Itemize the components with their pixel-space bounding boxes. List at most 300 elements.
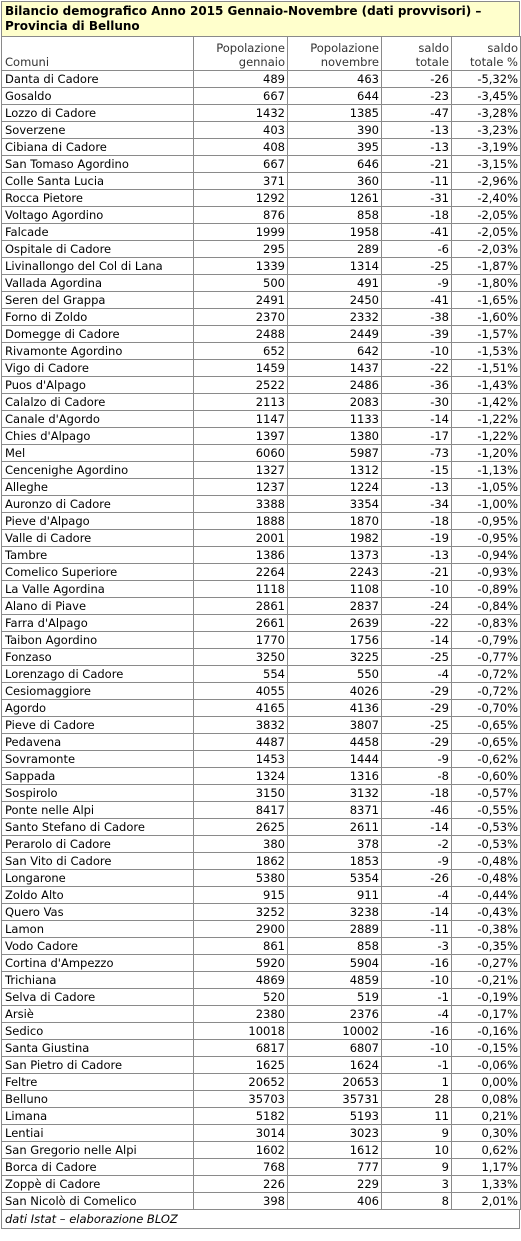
pop-novembre-cell: 3354 — [288, 496, 382, 513]
saldo-percent-cell: -5,32% — [452, 71, 521, 88]
saldo-percent-cell: -0,79% — [452, 632, 521, 649]
comune-cell: Quero Vas — [2, 904, 194, 921]
pop-novembre-cell: 1444 — [288, 751, 382, 768]
comune-cell: Pieve di Cadore — [2, 717, 194, 734]
pop-gennaio-cell: 1625 — [194, 1057, 288, 1074]
pop-gennaio-cell: 408 — [194, 139, 288, 156]
saldo-cell: 10 — [382, 1142, 452, 1159]
comune-cell: Lorenzago di Cadore — [2, 666, 194, 683]
pop-novembre-cell: 858 — [288, 938, 382, 955]
table-row — [2, 547, 521, 564]
saldo-cell: -19 — [382, 530, 452, 547]
comune-cell: Colle Santa Lucia — [2, 173, 194, 190]
saldo-cell: -14 — [382, 819, 452, 836]
pop-novembre-cell: 2332 — [288, 309, 382, 326]
pop-gennaio-cell: 1999 — [194, 224, 288, 241]
saldo-percent-cell: -0,60% — [452, 768, 521, 785]
pop-gennaio-cell: 2488 — [194, 326, 288, 343]
pop-novembre-cell: 550 — [288, 666, 382, 683]
header-pop-gennaio: Popolazione gennaio — [194, 37, 288, 71]
comune-cell: La Valle Agordina — [2, 581, 194, 598]
saldo-cell: -73 — [382, 445, 452, 462]
comune-cell: Vigo di Cadore — [2, 360, 194, 377]
table-row — [2, 904, 521, 921]
pop-novembre-cell: 2837 — [288, 598, 382, 615]
saldo-cell: -9 — [382, 275, 452, 292]
pop-novembre-cell: 1380 — [288, 428, 382, 445]
saldo-percent-cell: -1,57% — [452, 326, 521, 343]
saldo-cell: -25 — [382, 717, 452, 734]
saldo-percent-cell: -1,43% — [452, 377, 521, 394]
comune-cell: Arsiè — [2, 1006, 194, 1023]
comune-cell: Trichiana — [2, 972, 194, 989]
table-row — [2, 598, 521, 615]
table-row — [2, 615, 521, 632]
saldo-percent-cell: -1,51% — [452, 360, 521, 377]
pop-novembre-cell: 20653 — [288, 1074, 382, 1091]
table-row — [2, 122, 521, 139]
pop-gennaio-cell: 1459 — [194, 360, 288, 377]
table-row — [2, 819, 521, 836]
comune-cell: Zoppè di Cadore — [2, 1176, 194, 1193]
saldo-cell: -11 — [382, 921, 452, 938]
table-row — [2, 530, 521, 547]
saldo-percent-cell: -2,40% — [452, 190, 521, 207]
pop-novembre-cell: 3023 — [288, 1125, 382, 1142]
pop-gennaio-cell: 652 — [194, 343, 288, 360]
pop-gennaio-cell: 3832 — [194, 717, 288, 734]
pop-gennaio-cell: 6817 — [194, 1040, 288, 1057]
comune-cell: Feltre — [2, 1074, 194, 1091]
saldo-percent-cell: -0,95% — [452, 513, 521, 530]
saldo-cell: -1 — [382, 1057, 452, 1074]
saldo-cell: 28 — [382, 1091, 452, 1108]
comune-cell: Santa Giustina — [2, 1040, 194, 1057]
saldo-percent-cell: -0,43% — [452, 904, 521, 921]
saldo-percent-cell: 0,30% — [452, 1125, 521, 1142]
table-row — [2, 1142, 521, 1159]
pop-gennaio-cell: 1147 — [194, 411, 288, 428]
saldo-cell: -21 — [382, 564, 452, 581]
saldo-cell: -16 — [382, 955, 452, 972]
saldo-percent-cell: -0,72% — [452, 666, 521, 683]
comune-cell: Lozzo di Cadore — [2, 105, 194, 122]
comune-cell: Comelico Superiore — [2, 564, 194, 581]
table-body — [2, 71, 521, 1210]
comune-cell: Perarolo di Cadore — [2, 836, 194, 853]
saldo-cell: 9 — [382, 1125, 452, 1142]
pop-gennaio-cell: 226 — [194, 1176, 288, 1193]
pop-gennaio-cell: 4165 — [194, 700, 288, 717]
saldo-cell: -47 — [382, 105, 452, 122]
saldo-cell: -17 — [382, 428, 452, 445]
table-row — [2, 1057, 521, 1074]
saldo-percent-cell: -1,65% — [452, 292, 521, 309]
pop-novembre-cell: 3238 — [288, 904, 382, 921]
table-row — [2, 751, 521, 768]
table-row — [2, 173, 521, 190]
pop-gennaio-cell: 2491 — [194, 292, 288, 309]
table-row — [2, 581, 521, 598]
pop-gennaio-cell: 2380 — [194, 1006, 288, 1023]
table-row — [2, 190, 521, 207]
saldo-cell: -29 — [382, 734, 452, 751]
table-row — [2, 989, 521, 1006]
pop-gennaio-cell: 2625 — [194, 819, 288, 836]
table-row — [2, 156, 521, 173]
saldo-percent-cell: -0,65% — [452, 734, 521, 751]
pop-gennaio-cell: 1237 — [194, 479, 288, 496]
comune-cell: San Nicolò di Comelico — [2, 1193, 194, 1210]
saldo-cell: -22 — [382, 360, 452, 377]
comune-cell: Taibon Agordino — [2, 632, 194, 649]
pop-gennaio-cell: 371 — [194, 173, 288, 190]
table-row — [2, 71, 521, 88]
saldo-percent-cell: 0,21% — [452, 1108, 521, 1125]
pop-gennaio-cell: 5380 — [194, 870, 288, 887]
comune-cell: Valle di Cadore — [2, 530, 194, 547]
pop-gennaio-cell: 1888 — [194, 513, 288, 530]
table-row — [2, 360, 521, 377]
header-pop-novembre: Popolazione novembre — [288, 37, 382, 71]
pop-novembre-cell: 519 — [288, 989, 382, 1006]
pop-gennaio-cell: 10018 — [194, 1023, 288, 1040]
comune-cell: Livinallongo del Col di Lana — [2, 258, 194, 275]
pop-gennaio-cell: 3388 — [194, 496, 288, 513]
comune-cell: Santo Stefano di Cadore — [2, 819, 194, 836]
saldo-percent-cell: -0,53% — [452, 819, 521, 836]
saldo-cell: -10 — [382, 1040, 452, 1057]
saldo-cell: -6 — [382, 241, 452, 258]
table-row — [2, 683, 521, 700]
pop-gennaio-cell: 8417 — [194, 802, 288, 819]
saldo-percent-cell: -0,77% — [452, 649, 521, 666]
comune-cell: San Gregorio nelle Alpi — [2, 1142, 194, 1159]
table-row — [2, 802, 521, 819]
pop-novembre-cell: 378 — [288, 836, 382, 853]
pop-novembre-cell: 2611 — [288, 819, 382, 836]
saldo-cell: 9 — [382, 1159, 452, 1176]
saldo-percent-cell: -1,87% — [452, 258, 521, 275]
pop-gennaio-cell: 489 — [194, 71, 288, 88]
pop-gennaio-cell: 3014 — [194, 1125, 288, 1142]
saldo-percent-cell: -0,84% — [452, 598, 521, 615]
comune-cell: Seren del Grappa — [2, 292, 194, 309]
comune-cell: Chies d'Alpago — [2, 428, 194, 445]
saldo-percent-cell: -0,06% — [452, 1057, 521, 1074]
comune-cell: Longarone — [2, 870, 194, 887]
pop-novembre-cell: 2450 — [288, 292, 382, 309]
saldo-percent-cell: -1,22% — [452, 411, 521, 428]
comune-cell: Pieve d'Alpago — [2, 513, 194, 530]
pop-novembre-cell: 6807 — [288, 1040, 382, 1057]
comune-cell: Mel — [2, 445, 194, 462]
saldo-cell: -15 — [382, 462, 452, 479]
saldo-percent-cell: -0,53% — [452, 836, 521, 853]
saldo-cell: -10 — [382, 972, 452, 989]
table-row — [2, 275, 521, 292]
pop-novembre-cell: 1316 — [288, 768, 382, 785]
table-row — [2, 955, 521, 972]
saldo-cell: -13 — [382, 122, 452, 139]
pop-gennaio-cell: 554 — [194, 666, 288, 683]
saldo-cell: -41 — [382, 292, 452, 309]
comune-cell: San Tomaso Agordino — [2, 156, 194, 173]
pop-novembre-cell: 491 — [288, 275, 382, 292]
pop-novembre-cell: 1624 — [288, 1057, 382, 1074]
table-row — [2, 921, 521, 938]
comune-cell: Sappada — [2, 768, 194, 785]
pop-novembre-cell: 1870 — [288, 513, 382, 530]
saldo-cell: -46 — [382, 802, 452, 819]
comune-cell: Sospirolo — [2, 785, 194, 802]
table-row — [2, 1074, 521, 1091]
comune-cell: Cibiana di Cadore — [2, 139, 194, 156]
saldo-cell: 3 — [382, 1176, 452, 1193]
saldo-cell: -16 — [382, 1023, 452, 1040]
pop-novembre-cell: 1385 — [288, 105, 382, 122]
pop-novembre-cell: 2889 — [288, 921, 382, 938]
table-row — [2, 734, 521, 751]
comune-cell: Voltago Agordino — [2, 207, 194, 224]
table-row — [2, 241, 521, 258]
saldo-percent-cell: -0,94% — [452, 547, 521, 564]
comune-cell: Fonzaso — [2, 649, 194, 666]
pop-gennaio-cell: 1602 — [194, 1142, 288, 1159]
pop-gennaio-cell: 2861 — [194, 598, 288, 615]
pop-gennaio-cell: 2900 — [194, 921, 288, 938]
comune-cell: San Pietro di Cadore — [2, 1057, 194, 1074]
saldo-percent-cell: -1,20% — [452, 445, 521, 462]
pop-novembre-cell: 8371 — [288, 802, 382, 819]
pop-novembre-cell: 858 — [288, 207, 382, 224]
saldo-percent-cell: -0,16% — [452, 1023, 521, 1040]
comune-cell: Selva di Cadore — [2, 989, 194, 1006]
pop-novembre-cell: 4136 — [288, 700, 382, 717]
header-saldo-percent: saldo totale % — [452, 37, 521, 71]
saldo-percent-cell: -3,23% — [452, 122, 521, 139]
saldo-cell: -14 — [382, 411, 452, 428]
saldo-percent-cell: -0,27% — [452, 955, 521, 972]
table-row — [2, 768, 521, 785]
comune-cell: Vodo Cadore — [2, 938, 194, 955]
pop-novembre-cell: 289 — [288, 241, 382, 258]
pop-gennaio-cell: 2370 — [194, 309, 288, 326]
saldo-percent-cell: 0,00% — [452, 1074, 521, 1091]
table-row — [2, 445, 521, 462]
pop-novembre-cell: 2449 — [288, 326, 382, 343]
comune-cell: Domegge di Cadore — [2, 326, 194, 343]
saldo-percent-cell: -0,70% — [452, 700, 521, 717]
saldo-cell: -10 — [382, 581, 452, 598]
saldo-cell: -25 — [382, 649, 452, 666]
table-row — [2, 649, 521, 666]
comune-cell: Ponte nelle Alpi — [2, 802, 194, 819]
pop-novembre-cell: 5193 — [288, 1108, 382, 1125]
pop-novembre-cell: 1958 — [288, 224, 382, 241]
comune-cell: Alano di Piave — [2, 598, 194, 615]
table-row — [2, 887, 521, 904]
pop-novembre-cell: 644 — [288, 88, 382, 105]
table-row — [2, 139, 521, 156]
pop-novembre-cell: 1612 — [288, 1142, 382, 1159]
saldo-cell: -18 — [382, 513, 452, 530]
pop-novembre-cell: 1261 — [288, 190, 382, 207]
table-row — [2, 1023, 521, 1040]
saldo-cell: -21 — [382, 156, 452, 173]
pop-novembre-cell: 1133 — [288, 411, 382, 428]
comune-cell: Auronzo di Cadore — [2, 496, 194, 513]
pop-gennaio-cell: 861 — [194, 938, 288, 955]
saldo-percent-cell: -0,15% — [452, 1040, 521, 1057]
pop-gennaio-cell: 35703 — [194, 1091, 288, 1108]
comune-cell: Cesiomaggiore — [2, 683, 194, 700]
saldo-cell: -4 — [382, 1006, 452, 1023]
saldo-cell: -4 — [382, 666, 452, 683]
pop-gennaio-cell: 6060 — [194, 445, 288, 462]
pop-novembre-cell: 642 — [288, 343, 382, 360]
saldo-percent-cell: -0,44% — [452, 887, 521, 904]
pop-novembre-cell: 1437 — [288, 360, 382, 377]
comune-cell: Cencenighe Agordino — [2, 462, 194, 479]
pop-gennaio-cell: 1327 — [194, 462, 288, 479]
comune-cell: Calalzo di Cadore — [2, 394, 194, 411]
saldo-percent-cell: 1,17% — [452, 1159, 521, 1176]
saldo-percent-cell: 0,08% — [452, 1091, 521, 1108]
pop-gennaio-cell: 1770 — [194, 632, 288, 649]
saldo-percent-cell: -2,05% — [452, 207, 521, 224]
pop-gennaio-cell: 1386 — [194, 547, 288, 564]
saldo-cell: -8 — [382, 768, 452, 785]
saldo-cell: -24 — [382, 598, 452, 615]
comune-cell: Ospitale di Cadore — [2, 241, 194, 258]
pop-gennaio-cell: 1118 — [194, 581, 288, 598]
saldo-cell: -31 — [382, 190, 452, 207]
pop-novembre-cell: 1314 — [288, 258, 382, 275]
pop-novembre-cell: 1312 — [288, 462, 382, 479]
pop-novembre-cell: 35731 — [288, 1091, 382, 1108]
comune-cell: Forno di Zoldo — [2, 309, 194, 326]
comune-cell: Cortina d'Ampezzo — [2, 955, 194, 972]
comune-cell: Sovramonte — [2, 751, 194, 768]
comune-cell: Zoldo Alto — [2, 887, 194, 904]
saldo-cell: -9 — [382, 853, 452, 870]
pop-gennaio-cell: 3150 — [194, 785, 288, 802]
saldo-cell: -26 — [382, 870, 452, 887]
pop-gennaio-cell: 398 — [194, 1193, 288, 1210]
pop-gennaio-cell: 1339 — [194, 258, 288, 275]
saldo-percent-cell: -0,57% — [452, 785, 521, 802]
saldo-percent-cell: -0,35% — [452, 938, 521, 955]
report-title: Bilancio demografico Anno 2015 Gennaio-Novembre (dati provvisori) – Provincia di Belluno — [1, 1, 520, 36]
pop-novembre-cell: 1108 — [288, 581, 382, 598]
table-row — [2, 1159, 521, 1176]
pop-gennaio-cell: 5920 — [194, 955, 288, 972]
pop-novembre-cell: 2083 — [288, 394, 382, 411]
pop-gennaio-cell: 500 — [194, 275, 288, 292]
saldo-cell: 8 — [382, 1193, 452, 1210]
comune-cell: San Vito di Cadore — [2, 853, 194, 870]
saldo-percent-cell: -0,21% — [452, 972, 521, 989]
pop-novembre-cell: 10002 — [288, 1023, 382, 1040]
table-row — [2, 1176, 521, 1193]
saldo-percent-cell: -1,42% — [452, 394, 521, 411]
table-row — [2, 1006, 521, 1023]
pop-novembre-cell: 406 — [288, 1193, 382, 1210]
saldo-percent-cell: -0,19% — [452, 989, 521, 1006]
saldo-cell: 11 — [382, 1108, 452, 1125]
pop-novembre-cell: 2486 — [288, 377, 382, 394]
saldo-percent-cell: 1,33% — [452, 1176, 521, 1193]
pop-gennaio-cell: 768 — [194, 1159, 288, 1176]
population-table — [1, 36, 521, 1210]
saldo-percent-cell: 0,62% — [452, 1142, 521, 1159]
pop-gennaio-cell: 1453 — [194, 751, 288, 768]
saldo-percent-cell: -3,45% — [452, 88, 521, 105]
pop-gennaio-cell: 1397 — [194, 428, 288, 445]
saldo-percent-cell: -0,48% — [452, 853, 521, 870]
table-row — [2, 258, 521, 275]
pop-novembre-cell: 777 — [288, 1159, 382, 1176]
pop-gennaio-cell: 3252 — [194, 904, 288, 921]
table-row — [2, 1091, 521, 1108]
comune-cell: Rocca Pietore — [2, 190, 194, 207]
pop-gennaio-cell: 20652 — [194, 1074, 288, 1091]
saldo-percent-cell: -0,93% — [452, 564, 521, 581]
saldo-cell: -14 — [382, 904, 452, 921]
saldo-percent-cell: -0,89% — [452, 581, 521, 598]
saldo-cell: -29 — [382, 683, 452, 700]
saldo-cell: -2 — [382, 836, 452, 853]
pop-novembre-cell: 646 — [288, 156, 382, 173]
saldo-cell: -11 — [382, 173, 452, 190]
saldo-cell: -13 — [382, 139, 452, 156]
pop-gennaio-cell: 2264 — [194, 564, 288, 581]
saldo-cell: -18 — [382, 207, 452, 224]
table-row — [2, 479, 521, 496]
report-container — [1, 1, 520, 1229]
saldo-cell: -26 — [382, 71, 452, 88]
saldo-cell: -29 — [382, 700, 452, 717]
comune-cell: Limana — [2, 1108, 194, 1125]
table-row — [2, 632, 521, 649]
pop-novembre-cell: 2639 — [288, 615, 382, 632]
pop-novembre-cell: 1224 — [288, 479, 382, 496]
pop-novembre-cell: 3225 — [288, 649, 382, 666]
table-row — [2, 717, 521, 734]
saldo-percent-cell: -0,62% — [452, 751, 521, 768]
table-row — [2, 666, 521, 683]
table-row — [2, 462, 521, 479]
table-row — [2, 224, 521, 241]
pop-novembre-cell: 360 — [288, 173, 382, 190]
saldo-cell: -30 — [382, 394, 452, 411]
pop-novembre-cell: 463 — [288, 71, 382, 88]
saldo-cell: -10 — [382, 343, 452, 360]
pop-gennaio-cell: 667 — [194, 88, 288, 105]
comune-cell: Gosaldo — [2, 88, 194, 105]
pop-novembre-cell: 229 — [288, 1176, 382, 1193]
saldo-cell: -22 — [382, 615, 452, 632]
pop-novembre-cell: 3132 — [288, 785, 382, 802]
comune-cell: Canale d'Agordo — [2, 411, 194, 428]
saldo-percent-cell: -3,15% — [452, 156, 521, 173]
pop-gennaio-cell: 667 — [194, 156, 288, 173]
comune-cell: Tambre — [2, 547, 194, 564]
saldo-cell: -13 — [382, 479, 452, 496]
comune-cell: Belluno — [2, 1091, 194, 1108]
saldo-cell: -1 — [382, 989, 452, 1006]
